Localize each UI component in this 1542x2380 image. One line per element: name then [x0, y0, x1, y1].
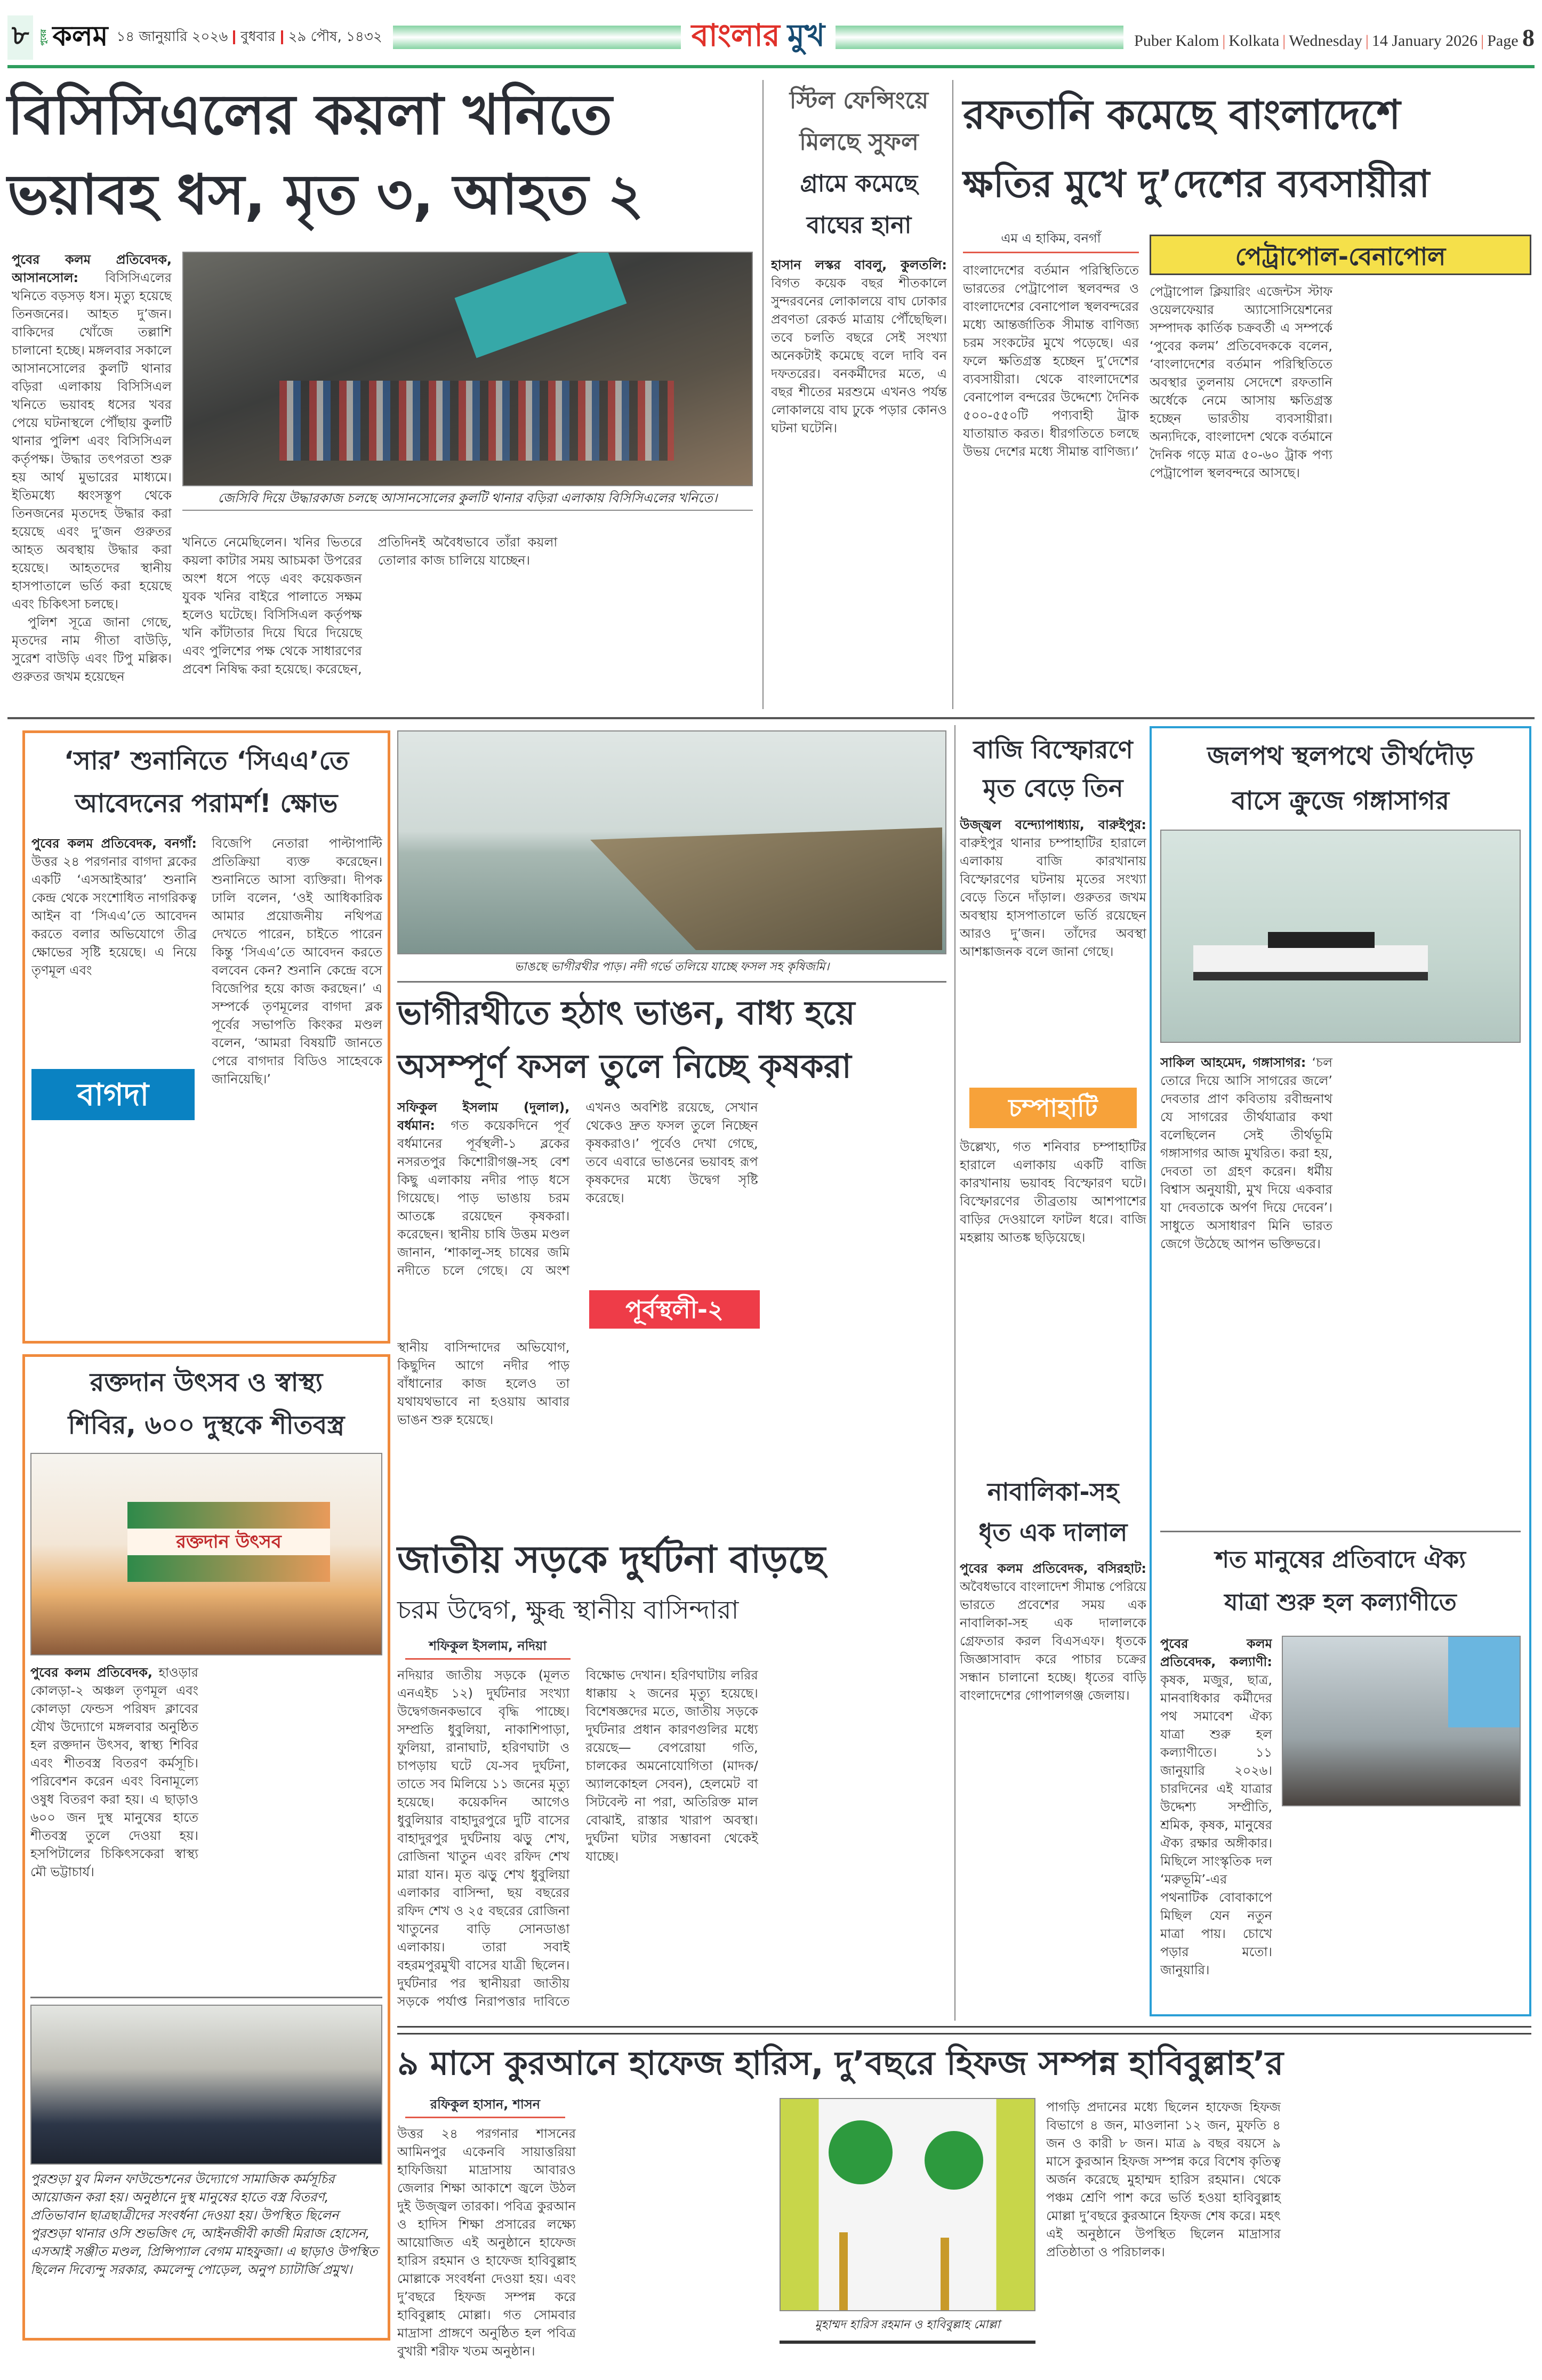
english-dateline: Puber Kalom | Kolkata | Wednesday | 14 January 2026 | Page 8 — [1134, 23, 1535, 51]
headline-line1: নাবালিকা-সহ — [987, 1477, 1119, 1506]
byline: সফিকুল ইসলাম (দুলাল), বর্ধমান: — [397, 1100, 570, 1133]
story-sir-col1 — [31, 834, 197, 1058]
byline: শফিকুল ইসলাম, নদিয়া — [405, 1637, 571, 1660]
story-sir-headline — [25, 733, 388, 825]
story-tiger-headline — [771, 80, 947, 246]
story-river-body2: স্থানীয় বাসিন্দাদের অভিযোগ, কিছুদিন আগে নদীর পাড় বাঁধানোর কাজ হলেও তা যথাযথভাবে না হওয়ায় আবার ভাঙন শুরু হয়েছে। — [397, 1340, 570, 1427]
weekday-bn: বুধবার — [240, 29, 276, 45]
photo-caption: মুহাম্মদ হারিস রহমান ও হাবিবুল্লাহ মোল্লা — [815, 2318, 1000, 2331]
byline: হাসান লস্কর বাবলু, কুলতলি: — [771, 258, 947, 272]
byline: পুবের কলম প্রতিবেদক, কল্যাণী: — [1160, 1636, 1272, 1669]
byline: রফিকুল হাসান, শাসন — [405, 2095, 565, 2118]
story-blood-headline — [25, 1357, 388, 1446]
body-text: হাওড়ার কোলড়া-২ অঞ্চল তৃণমূল এবং কোলড়া ফেন্ডস পরিষদ ক্লাবের যৌথ উদ্যোগে মঙ্গলবার অনুষ্ঠিত হল রক্তদান উৎসব, স্বাস্থ্য শিবির এবং শীতবস্ত্র বিতরণ কর্মসূচি। পরিবেশন করেন এবং বিনামূল্যে ওষুধ বিতরণ করা হয়। এ ছাড়াও ৬০০ জন দুস্থ মানুষের হাতে শীতবস্ত্র তুলে দেওয়া হয়। হসপিটালের চিকিৎসকেরা স্বাস্থ্য মৌ ভট্টাচার্য। — [30, 1665, 198, 1879]
body-text: গত কয়েকদিনে পূর্ব বর্ধমানের পূর্বস্থলী-১ ব্লকের নসরতপুর কিশোরীগঞ্জ-সহ বেশ কিছু এলাকায় নদীর পাড় ধসে গিয়েছে। পাড় ভাঙায় চরম আতঙ্কে রয়েছেন কৃষকরা। করেছেন। স্থানীয় চাষি উত্তম মণ্ডল জানান, ‘শাকালু-সহ চাষের জমি নদীতে চলে গেছে। যে অংশ এখনও অবশিষ্ট রয়েছে, সেখান থেকেও দ্রুত ফসল তুলে নিচ্ছেন কৃষকরাও।’ পূর্বেও দেখা গেছে, তবে এবারে ভাঙনের ভয়াবহ রূপ কৃষকদের মধ্যে উদ্বেগ সৃষ্টি করেছে। — [397, 1100, 758, 1278]
story-minor-body — [960, 1559, 1146, 2013]
section-rule — [7, 717, 1535, 719]
sash-shape — [941, 2238, 949, 2311]
headline-line2: আবেদনের পরামর্শ! ক্ষোভ — [75, 789, 338, 818]
story-sir-box — [22, 730, 390, 1344]
story-gangasagar-body — [1160, 1054, 1521, 1523]
paper-name-en: Puber Kalom — [1134, 31, 1219, 50]
story-kalyani-body — [1160, 1635, 1272, 1997]
turban-shape — [925, 2131, 983, 2190]
story-minor-headline — [960, 1472, 1146, 1553]
banner-shape — [127, 1502, 330, 1582]
byline: উজ্জ্বল বন্দ্যোপাধ্যায়, বারুইপুর: — [960, 817, 1146, 832]
headline-line2: ধৃত এক দালাল — [978, 1518, 1128, 1547]
byline: এম এ হাকিম, বনগাঁ — [963, 229, 1139, 253]
body-text: বিগত কয়েক বছর শীতকালে সুন্দরবনের লোকালয়ে বাঘ ঢোকার প্রবণতা রেকর্ড মাত্রায় পৌঁছেছিল। তবে চলতি বছরে সেই সংখ্যা অনেকটাই কমেছে বলে দাবি বন দফতরের। বনকর্মীদের মতে, এ বছর শীতের মরশুমে এখনও পর্যন্ত লোকালয়ে বাঘ ঢুকে পড়ার কোনও ঘটনা ঘটেনি। — [771, 276, 947, 436]
story-kalyani-headline — [1160, 1539, 1521, 1624]
page-number-en: 8 — [1522, 23, 1535, 51]
story-hafez-body2: পাগড়ি প্রদানের মধ্যে ছিলেন হাফেজ হিফজ বিভাগে ৪ জন, মাওলানা ১২ জন, মুফতি ৪ জন ও কারী ৮ জন। মাত্র ৯ বছর বয়সে ৯ মাসে কুরআন হিফজ সম্পন্ন করে বিশেষ কৃতিত্ব অর্জন করেছে মুহাম্মদ হারিস রহমান। থেকে পঞ্চম শ্রেণি পাশ করে ভর্তি হওয়া হাবিবুল্লাহ মোল্লা দু’বছরে কুরআনে হিফজ শেষ করে। মহৎ এই অনুষ্ঠানে উপস্থিত ছিলেন মাদ্রাসার প্রতিষ্ঠাতা ও পরিচালক। — [1046, 2100, 1281, 2260]
placard-shape — [1448, 1637, 1521, 1727]
calendar-date-bn: ২৯ পৌষ, ১৪৩২ — [288, 29, 382, 45]
story-highway-body: নদিয়ার জাতীয় সড়কে (মূলত এনএইচ ১২) দুর্ঘটনার সংখ্যা উদ্বেগজনকভাবে বৃদ্ধি পাচ্ছে। সম্প্রতি ধুবুলিয়া, নাকাশিপাড়া, ফুলিয়া, রানাঘাট, হরিণঘাটা ও চাপড়ায় ঘটে যে-সব দুর্ঘটনা, তাতে সব মিলিয়ে ১১ জনের মৃত্যু হয়েছে। কয়েকদিন আগেও ধুবুলিয়ার বাহাদুরপুরে দুটি বাসের বাহাদুরপুর দুর্ঘটনায় ঝড়ু শেখ, রোজিনা খাতুন এবং রফিদ শেখ মারা যান। মৃত ঝড়ু শেখ ধুবুলিয়া এলাকার বাসিন্দা, ছয় বছরের রফিদ শেখ ও ২৫ বছরের রোজিনা খাতুনের বাড়ি সোনডাঙা এলাকায়। তারা সবাই বহরমপুরমুখী বাসের যাত্রী ছিলেন। দুর্ঘটনার পর স্থানীয়রা জাতীয় সড়কে পর্যাপ্ত নিরাপত্তার দাবিতে বিক্ষোভ দেখান। হরিণঘাটায় লরির ধাক্কায় ২ জনের মৃত্যু হয়েছে। বিশেষজ্ঞদের মতে, জাতীয় সড়কে দুর্ঘটনার প্রধান কারণগুলির মধ্যে রয়েছে— বেপরোয়া গতি, চালকের অমনোযোগিতা (মাদক/অ্যালকোহল সেবন), হেলমেট বা সিটবেল্ট না পরা, অতিরিক্ত মাল বোঝাই, রাস্তার খারাপ অবস্থা। দুর্ঘটনা ঘটার সম্ভাবনা থেকেই যাচ্ছে। — [397, 1668, 758, 2009]
headline-line1: রক্তদান উৎসব ও স্বাস্থ্য — [90, 1368, 323, 1397]
byline: পুবের কলম প্রতিবেদক, বনগাঁ: — [31, 836, 197, 851]
date-en: 14 January 2026 — [1371, 31, 1478, 50]
headline-line2: মৃত বেড়ে তিন — [983, 774, 1123, 802]
headline-line1: শত মানুষের প্রতিবাদে ঐক্য — [1215, 1546, 1466, 1573]
story-fireworks-body — [960, 816, 1146, 1077]
section-tag: পূর্বস্থলী-২ — [589, 1290, 760, 1329]
city-en: Kolkata — [1228, 31, 1280, 50]
headline-line1: বিসিসিএলের কয়লা খনিতে — [7, 82, 613, 147]
photo-youth-foundation — [30, 2005, 382, 2165]
headline-line1: স্টিল ফেন্সিংয়ে — [789, 87, 929, 114]
headline-line2: মিলছে সুফল — [799, 128, 919, 156]
headline-line1: জাতীয় সড়কে দুর্ঘটনা বাড়ছে — [397, 1538, 826, 1581]
headline: ৯ মাসে কুরআনে হাফেজ হারিস, দু’বছরে হিফজ সম্পন্ন হাবিবুল্লাহ’র — [397, 2044, 1284, 2082]
divider — [30, 1997, 382, 1998]
headline-line2: চরম উদ্বেগ, ক্ষুব্ধ স্থানীয় বাসিন্দারা — [397, 1595, 739, 1625]
headline-line4: বাঘের হানা — [806, 212, 912, 239]
green-gradient-bar — [393, 26, 681, 49]
headline-line2: অসম্পূর্ণ ফসল তুলে নিচ্ছে কৃষকরা — [397, 1047, 852, 1086]
story-fireworks-headline — [960, 730, 1146, 807]
masthead — [0, 0, 1542, 64]
headline-line1: ‘সার’ শুনানিতে ‘সিএএ’তে — [64, 746, 349, 776]
photo-blood-donation — [30, 1453, 382, 1655]
divider — [1160, 1531, 1521, 1532]
newspaper-logo: কলম — [52, 20, 108, 52]
story-sir-col2: বিজেপি নেতারা পাল্টাপাল্টি প্রতিক্রিয়া ব্যক্ত করেছেন। শুনানিতে আসা ব্যক্তিরা। দীপক ঢালি বলেন, ‘ওই আধিকারিক আমার প্রয়োজনীয় নথিপত্র দেখতে পারেন, চাইতে পারেন কিন্তু ‘সিএএ’তে আবেদন করতে বলবেন কেন? শুনানি কেন্দ্রে বসে বিজেপির হয়ে কাজ করছেন।’ এ সম্পর্কে তৃণমূলের বাগদা ব্লক পূর্বের সভাপতি কিংকর মণ্ডল বলেন, ‘আমরা বিষয়টি জানতে পেরে বাগদার বিডিও সাহেবকে জানিয়েছি।’ — [212, 836, 382, 1087]
banner-text: রক্তদান উৎসব — [127, 1529, 330, 1555]
headline-line2: যাত্রা শুরু হল কল্যাণীতে — [1224, 1589, 1457, 1616]
photo-caption: ভাঙছে ভাগীরথীর পাড়। নদী গর্ভে তলিয়ে যাচ্ছে ফসল সহ কৃষিজমি। — [514, 960, 830, 974]
headline-line1: জলপথ স্থলপথে তীর্থদৌড় — [1207, 741, 1474, 771]
photo-caption: পুরশুড়া যুব মিলন ফাউন্ডেশনের উদ্যোগে সামাজিক কর্মসূচির আয়োজন করা হয়। অনুষ্ঠানে দুস্থ মানুষের হাতে বস্ত্র বিতরণ, প্রতিভাবান ছাত্রছাত্রীদের সংবর্ধনা দেওয়া হয়। উপস্থিত ছিলেন পুরশুড়া থানার ওসি শুভজিৎ দে, আইনজীবী কাজী মিরাজ হোসেন, এসআই সঞ্জীত মণ্ডল, প্রিন্সিপ্যাল বেগম মাহফুজা। এ ছাড়াও উপস্থিত ছিলেন দিব্যেন্দু সরকার, কমলেন্দু পোড়েল, অনুপ চ্যাটার্জি প্রমুখ। — [30, 2172, 378, 2277]
photo-hafez-boys — [780, 2098, 1035, 2311]
story-fireworks-body2: উল্লেখ্য, গত শনিবার চম্পাহাটির হারালে এলাকায় একটি বাজি কারখানায় ভয়াবহ বিস্ফোরণ ঘটে। বিস্ফোরণের তীব্রতায় আশপাশের বাড়ির দেওয়ালে ফাটল ধরে। বাজি মহল্লায় আতঙ্ক ছড়িয়েছে। — [960, 1139, 1146, 1245]
section-tag: পেট্রাপোল-বেনাপোল — [1150, 235, 1531, 275]
story-tiger-body — [771, 256, 947, 709]
story-blood-box — [22, 1354, 390, 2341]
section-tag: বাগদা — [31, 1069, 195, 1120]
masthead-row — [7, 16, 1535, 59]
byline: সাকিল আহমেদ, গঙ্গাসাগর: — [1160, 1055, 1306, 1070]
body-text: বারুইপুর থানার চম্পাহাটির হারালে এলাকায় বাজি কারখানায় বিস্ফোরণের ঘটনায় মৃতের সংখ্যা বেড়ে তিনে দাঁড়াল। গুরুতর জখম অবস্থায় হাসপাতালে ভর্তি রয়েছেন আরও দু’জন। তাঁদের অবস্থা আশঙ্কাজনক বলে জানা গেছে। — [960, 835, 1146, 959]
body-text: কৃষক, মজুর, ছাত্র, মানবাধিকার কর্মীদের পথ সমাবেশ ঐক্য যাত্রা শুরু হল কল্যাণীতে। ১১ জানুয়ারি ২০২৬। চারদিনের এই যাত্রার উদ্দেশ্য সম্প্রীতি, শ্রমিক, কৃষক, মানুষের ঐক্য রক্ষার অঙ্গীকার। মিছিলে সাংস্কৃতিক দল ‘মরুভূমি’-এর পথনাটিক বোবাকাপে মিছিল যেন নতুন মাত্রা পায়। চোখে পড়ার মতো। জানুয়ারি। — [1160, 1673, 1272, 1977]
story-coal-body: খনিতে নেমেছিলেন। খনির ভিতরে কয়লা কাটার সময় আচমকা উপরের অংশ ধসে পড়ে এবং কয়েকজন যুবক খনির বাইরে পালাতে সক্ষম হলেও ঘটেছে। বিসিসিএল কর্তৃপক্ষ খনি কাঁটাতার দিয়ে ঘিরে দিয়েছে এবং পুলিশের পক্ষ থেকে সাধারণের প্রবেশ নিষিদ্ধ করা হয়েছে। করেছেন, প্রতিদিনই অবৈধভাবে তাঁরা কয়লা তোলার কাজ চালিয়ে যাচ্ছেন। — [182, 535, 558, 677]
section-title-part1: বাংলার — [691, 17, 780, 53]
headline-line2: শিবির, ৬০০ দুস্থকে শীতবস্ত্র — [68, 1410, 345, 1440]
bottom-rule — [780, 2341, 1035, 2344]
ship-shape — [1193, 945, 1428, 980]
photo-coal-mine — [182, 252, 753, 486]
story-river-headline — [397, 986, 946, 1093]
story-coal-lead — [12, 251, 172, 714]
separator — [281, 30, 283, 44]
body-text: উত্তর ২৪ পরগনার বাগদা ব্লকের একটি ‘এসআইআর’ শুনানি কেন্দ্র থেকে সংশোধিত নাগরিকত্ব আইন বা ‘সিএএ’তে আবেদন করতে বলার অভিযোগে তীব্র ক্ষোভের সৃষ্টি হয়েছে। এ নিয়ে তৃণমূল এবং — [31, 854, 197, 978]
date-bn: ১৪ জানুয়ারি ২০২৬ — [116, 29, 228, 45]
headline-line2: ভয়াবহ ধস, মৃত ৩, আহত ২ — [7, 162, 644, 227]
byline: পুবের কলম প্রতিবেদক, — [30, 1665, 153, 1680]
logo-prefix: পুবের — [39, 29, 49, 46]
weekday-en: Wednesday — [1289, 31, 1362, 50]
headline-line2: বাসে ক্রুজে গঙ্গাসাগর — [1231, 786, 1450, 816]
page-number-bn: ৮ — [7, 15, 33, 60]
headline-line1: বাজি বিস্ফোরণে — [973, 735, 1133, 764]
headline-line3: গ্রামে কমেছে — [800, 170, 918, 197]
page-label-en: Page — [1487, 31, 1519, 50]
story-blue-box — [1150, 726, 1531, 2016]
headline-line1: ভাগীরথীতে হঠাৎ ভাঙন, বাধ্য হয়ে — [397, 993, 855, 1032]
separator — [233, 30, 235, 44]
story-river-body — [397, 1098, 946, 1280]
body-text: অবৈধভাবে বাংলাদেশ সীমান্ত পেরিয়ে ভারতে প্রবেশের সময় এক নাবালিকা-সহ এক দালালকে গ্রেফতার করল বিএসএফ। ধৃতকে জিজ্ঞাসাবাদ করে পাচার চক্রের সন্ধান চালানো হচ্ছে। ধৃতের বাড়ি বাংলাদেশের গোপালগঞ্জ জেলায়। — [960, 1579, 1146, 1703]
story-highway-headline — [397, 1530, 946, 1631]
excavator-shape — [455, 252, 627, 358]
story-export-body: বাংলাদেশের বর্তমান পরিস্থিতিতে ভারতের পেট্রাপোল স্থলবন্দর ও বাংলাদেশের বেনাপোল স্থলবন্দরের মধ্যে আন্তর্জাতিক সীমান্ত বাণিজ্য চরম সংকটের মুখে পড়েছে। এর ফলে ক্ষতিগ্রস্ত হচ্ছেন দু’দেশের ব্যবসায়ীরা। থেকে বাংলাদেশের বেনাপোল বন্দরের উদ্দেশ্যে দৈনিক ৫০০-৫৫০টি পণ্যবাহী ট্রাক যাতায়াত করত। ধীরগতিতে চলছে উভয় দেশের মধ্যে সীমান্ত বাণিজ্য।’ — [963, 263, 1139, 459]
bengali-dateline — [116, 26, 382, 49]
green-gradient-bar — [836, 26, 1123, 49]
photo-caption: জেসিবি দিয়ে উদ্ধারকাজ চলছে আসানসোলের কুলটি থানার বড়িরা এলাকায় বিসিসিএলের খনিতে। — [182, 489, 753, 511]
story-hafez-body: উত্তর ২৪ পরগনার শাসনের আমিনপুর একেনবি সায়াত্তরিয়া হাফিজিয়া মাদ্রাসায় আবারও জেলার শিক্ষা আকাশে জ্বলে উঠল দুই উজ্জ্বল তারকা। পবিত্র কুরআন ও হাদিস শিক্ষা প্রসারের লক্ষ্যে আয়োজিত এই অনুষ্ঠানে হাফেজ হারিস রহমান ও হাফেজ হাবিবুল্লাহ মোল্লাকে সংবর্ধনা দেওয়া হয়। এবং দু’বছরে হিফজ সম্পন্ন করে হাবিবুল্লাহ মোল্লা। গত সোমবার মাদ্রাসা প্রাঙ্গণে অনুষ্ঠিত হল পবিত্র বুখারী শরীফ খতম অনুষ্ঠান। — [397, 2126, 576, 2359]
headline-line1: রফতানি কমেছে বাংলাদেশে — [963, 91, 1401, 138]
section-title-part2: মুখ — [787, 17, 825, 53]
photo-cruise-ship — [1160, 830, 1521, 1043]
lead-text: বিসিসিএলের খনিতে বড়সড় ধস। মৃত্যু হয়েছে তিনজনের। আহত দু’জন। বাকিদের খোঁজে তল্লাশি চালানো হচ্ছে। মঙ্গলবার সকালে আসানসোলের কুলটি থানার বড়িরা এলাকায় বিসিসিএল খনিতে ভয়াবহ ধসের খবর পেয়ে ঘটনাস্থলে পৌঁছায় কুলটি থানার পুলিশ এবং বিসিসিএল কর্তৃপক্ষ। উদ্ধার তৎপরতা শুরু হয় আর্থ মুভারের মাধ্যমে। ইতিমধ্যে ধ্বংসস্তূপ থেকে তিনজনের মৃতদেহ উদ্ধার করা হয়েছে এবং দু’জন গুরুতর আহত অবস্থায় উদ্ধার করা হয়েছে। আহতদের স্থানীয় হাসপাতালে ভর্তি করা হয়েছে এবং চিকিৎসা চলছে। — [12, 270, 172, 612]
double-rule — [397, 2026, 1531, 2035]
story-coal-headline — [7, 75, 754, 235]
turban-shape — [829, 2120, 893, 2184]
divider — [397, 981, 946, 983]
photo-river-erosion — [397, 730, 946, 954]
story-gangasagar-headline — [1152, 728, 1529, 823]
riverbank-shape — [590, 827, 942, 950]
column-divider — [762, 80, 764, 709]
story-hafez-headline — [397, 2038, 1531, 2089]
byline: পুবের কলম প্রতিবেদক, আসানসোল: — [12, 252, 172, 285]
masthead-rule — [7, 65, 1535, 68]
para-text: পুলিশ সূত্রে জানা গেছে, মৃতদের নাম গীতা বাউড়ি, সুরেশ বাউড়ি এবং টিপু মল্লিক। গুরুতর জখম হয়েছেন — [12, 615, 172, 684]
byline: পুবের কলম প্রতিবেদক, বসিরহাট: — [960, 1561, 1146, 1576]
sash-shape — [839, 2232, 848, 2311]
section-tag: চম্পাহাটি — [969, 1088, 1137, 1128]
story-export-headline — [963, 80, 1533, 219]
body-text: ‘চল তোরে দিয়ে আসি সাগরের জলে’ দেবতার প্রাণ কবিতায় রবীন্দ্রনাথ যে সাগরের তীর্থযাত্রার কথা বলেছিলেন সেই তীর্থভূমি গঙ্গাসাগর আজ মুখরিত। করা হয়, দেবতা তা গ্রহণ করেন। ধর্মীয় বিশ্বাস অনুযায়ী, মুখ দিয়ে একবার যা দেবতাকে অর্পণ দিয়ে দেবেন’। সাধুতে অসাধারণ মিনি ভারত জেগে উঠেছে আপন ভক্তিভরে। — [1160, 1055, 1332, 1251]
story-blood-body — [30, 1663, 382, 1989]
headline-line2: ক্ষতির মুখে দু’দেশের ব্যবসায়ীরা — [963, 162, 1430, 206]
column-divider — [954, 725, 955, 2021]
story-export-body2: পেট্রাপোল ক্লিয়ারিং এজেন্টস স্টাফ ওয়েলফেয়ার অ্যাসোসিয়েশনের সম্পাদক কার্তিক চক্রবর্তী এ সম্পর্কে ‘পুবের কলম’ প্রতিবেদককে বলেন, ‘বাংলাদেশের বর্তমান পরিস্থিতিতে অবস্থার তুলনায় সেদেশে রফতানি অর্ধেকে নেমে আসায় ক্ষতিগ্রস্ত হচ্ছেন ভারতীয় ব্যবসায়ীরা। অন্যদিকে, বাংলাদেশ থেকে বর্তমানে দৈনিক গড়ে মাত্র ৫০-৬০ ট্রাক পণ্য পেট্রাপোল স্থলবন্দরে আসছে। — [1150, 284, 1332, 480]
ship-deck-shape — [1268, 932, 1375, 948]
crowd-shape — [279, 381, 674, 461]
photo-rally — [1282, 1636, 1521, 1806]
column-divider — [952, 80, 953, 709]
